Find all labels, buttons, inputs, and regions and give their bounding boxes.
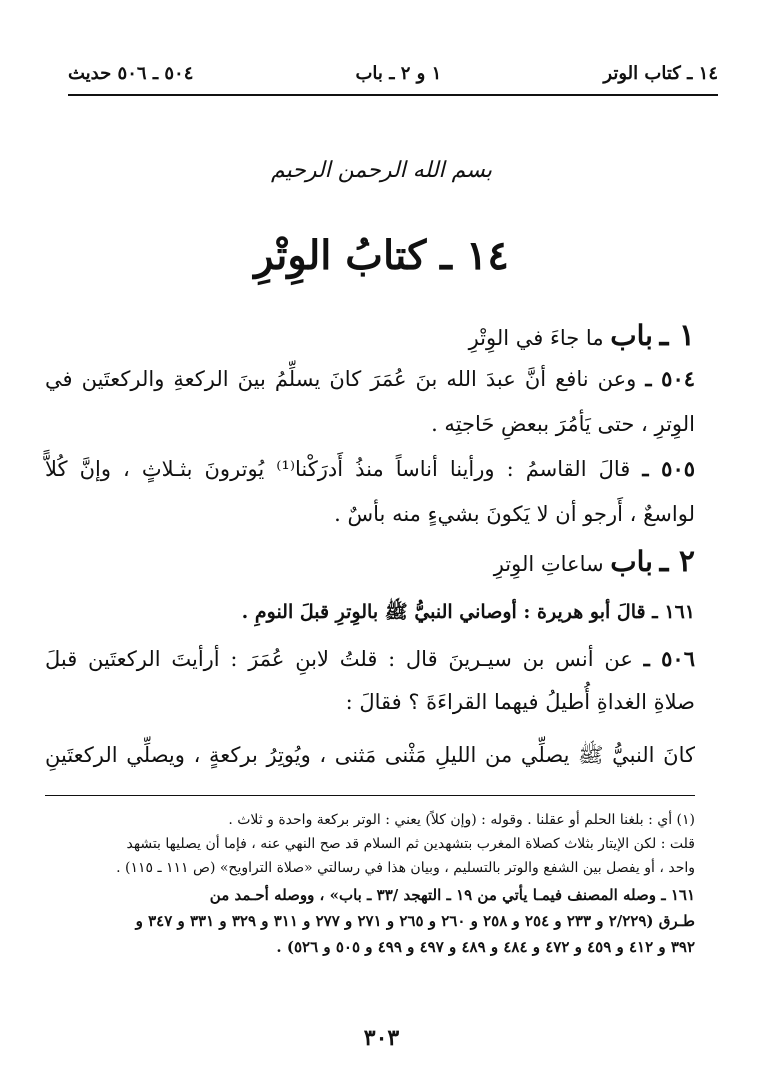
footnote-1-line-2: قلت : لكن الإيتار بثلاث كصلاة المغرب بتشهدين ثم السلام قد صح النهي عنه ، فإما أن يصليها بتشهد bbox=[126, 836, 695, 852]
hadith-505-text-2: لواسعٌ ، أَرجو أن لا يَكونَ بشيءٍ منه بأسٌ . bbox=[334, 502, 695, 526]
header-divider bbox=[68, 94, 718, 96]
hadith-505-number: ٥٠٥ ـ bbox=[642, 456, 696, 481]
hadith-506-text-3: كانَ النبيُّ ﷺ يصلِّي من الليلِ مَثْنى مَثنى ، ويُوتِرُ بركعةٍ ، ويصلِّي الركعتَينِ bbox=[45, 743, 695, 767]
hadith-506-line1 bbox=[45, 646, 695, 671]
page-number: ٣٠٣ bbox=[363, 1025, 400, 1051]
bab1-title: ما جاءَ في الوِتْرِ bbox=[468, 326, 604, 350]
hadith-161: ١٦١ ـ قالَ أبو هريرة : أوصاني النبيُّ ﷺ بالوِترِ قبلَ النومِ . bbox=[241, 601, 695, 623]
bab1-number: ١ ـ bbox=[659, 318, 695, 353]
hadith-504-line1 bbox=[45, 366, 695, 391]
book-title: ١٤ ـ كتابُ الوِتْرِ bbox=[254, 232, 509, 279]
header-section: ١ و ٢ ـ باب bbox=[355, 62, 442, 84]
bab2-title: ساعاتِ الوِترِ bbox=[493, 552, 604, 576]
hadith-504-text-1: وعن نافع أنَّ عبدَ الله بنَ عُمَرَ كانَ يسلِّمُ بينَ الركعةِ والركعتَين في bbox=[45, 367, 637, 391]
basmala: بسم الله الرحمن الرحيم bbox=[270, 158, 493, 183]
hadith-505-line1 bbox=[45, 456, 695, 481]
footnote-2-line-3: ٣٩٢ و ٤١٢ و ٤٥٩ و ٤٧٢ و ٤٨٤ و ٤٨٩ و ٤٩٧ و ٤٩٩ و ٥٠٥ و ٥٢٦) . bbox=[276, 938, 695, 956]
footnote-2-line-2: طـرق (٢/٢٢٩ و ٢٣٣ و ٢٥٤ و ٢٥٨ و ٢٦٠ و ٢٦٥ و ٢٧١ و ٢٧٧ و ٣١١ و ٣٢٩ و ٣٣١ و ٣٤٧ و bbox=[135, 912, 695, 930]
bab1-word: باب bbox=[610, 319, 653, 352]
hadith-504-text-2: الوِترِ ، حتى يَأمُرَ ببعضِ حَاجتِه . bbox=[431, 412, 695, 436]
hadith-506-text-2: صلاةِ الغداةِ أُطيلُ فيهما القراءَةَ ؟ فقالَ : bbox=[345, 690, 695, 714]
footnote-2-line-1: ١٦١ ـ وصله المصنف فيمـا يأتي من ١٩ ـ التهجد /٣٣ ـ باب» ، ووصله أحـمد من bbox=[209, 886, 695, 904]
header-hadith-range: ٥٠٤ ـ ٥٠٦ حديث bbox=[68, 62, 194, 84]
running-header bbox=[68, 58, 718, 88]
hadith-505-text-1: قالَ القاسمُ : ورأينا أناساً منذُ أَدرَكْنا⁽¹⁾ يُوترونَ بثـلاثٍ ، وإنَّ كُلاًّ bbox=[45, 457, 631, 481]
bab2-number: ٢ ـ bbox=[659, 544, 695, 579]
header-chapter: ١٤ ـ كتاب الوتر bbox=[603, 62, 718, 84]
hadith-504-number: ٥٠٤ ـ bbox=[645, 366, 696, 391]
bab2-word: باب bbox=[610, 545, 653, 578]
footnote-1-line-1: (١) أي : بلغنا الحلم أو عقلنا . وقوله : (وإن كلاً) يعني : الوتر بركعة واحدة و ثلاث . bbox=[228, 812, 695, 828]
footnote-1-line-3: واحد ، أو يفصل بين الشفع والوتر بالتسليم ، وبيان هذا في رسالتي «صلاة التراويح» (ص ١١١ ـ ١١٥) . bbox=[116, 860, 695, 876]
bab1-heading bbox=[45, 318, 695, 353]
bab2-heading bbox=[45, 544, 695, 579]
footnote-divider bbox=[45, 795, 695, 796]
hadith-506-text-1: عن أنس بن سيـرينَ قال : قلتُ لابنِ عُمَرَ : أرأيتَ الركعتَين قبلَ bbox=[45, 647, 633, 671]
hadith-506-number: ٥٠٦ ـ bbox=[643, 646, 695, 671]
